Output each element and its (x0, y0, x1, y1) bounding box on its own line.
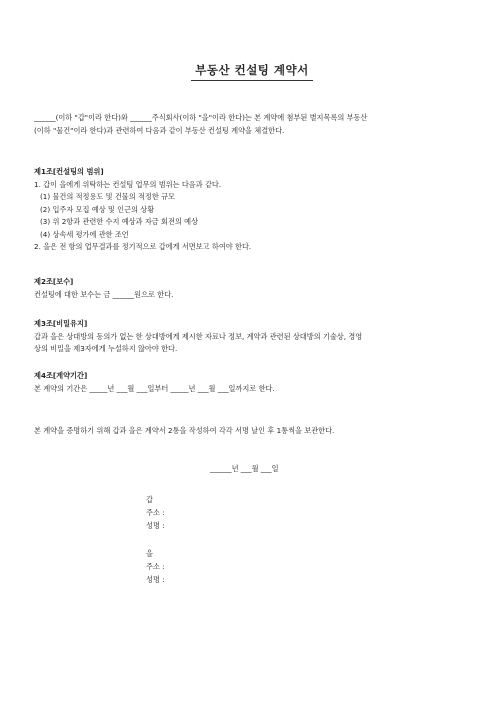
article-line: 갑과 을은 상대방의 동의가 없는 한 상대방에게 제시한 자료나 정보, 계약과 관련된 상대방의 기술상, 경영 (34, 331, 363, 341)
article-line: 2. 을은 전 항의 업무결과를 정기적으로 갑에게 서면보고 하여야 한다. (34, 242, 252, 251)
article-3 (34, 318, 474, 356)
article-1 (34, 166, 474, 254)
article-2 (34, 276, 474, 301)
party-b-label: 을 (146, 549, 153, 558)
party-b-name: 성명 : (146, 575, 165, 584)
article-line: 1. 갑이 을에게 위탁하는 컨설팅 업무의 범위는 다음과 같다. (34, 179, 222, 189)
intro-line: ______(이하 "갑"이라 한다)와 ______주식회사(이하 "을"이라 한다)는 본 계약에 첨부된 별지목록의 부동산 (34, 113, 368, 122)
party-b-signature (146, 547, 165, 586)
article-line: 컨설팅에 대한 보수는 금 ______원으로 한다. (34, 289, 174, 299)
article-line: (4) 상속세 평가에 관한 조언 (40, 229, 129, 239)
article-line: 본 계약의 기간은 _____년 ___월 ___일부터 _____년 ___월 ___일까지로 한다. (34, 383, 275, 393)
party-a-signature (146, 493, 165, 532)
closing-line: 본 계약을 증명하기 위해 갑과 을은 계약서 2통을 작성하여 각각 서명 날인 후 1통씩을 보관한다. (34, 426, 335, 435)
article-line: (1) 물건의 적정용도 및 건물의 적정한 규모 (40, 192, 175, 201)
party-a-name: 성명 : (146, 521, 165, 530)
article-line: 상의 비밀을 제3자에게 누설하지 않아야 한다. (34, 344, 178, 353)
intro-paragraph (34, 112, 474, 137)
article-line: (3) 위 2항과 관련한 수지 예상과 자금 회전의 예상 (40, 217, 199, 226)
party-b-address: 주소 : (146, 562, 165, 571)
article-1-heading: 제1조[컨설팅의 범위] (34, 167, 104, 176)
party-a-label: 갑 (146, 495, 153, 504)
article-2-heading: 제2조[보수] (34, 277, 74, 286)
article-4 (34, 370, 474, 395)
article-4-heading: 제4조[계약기간] (34, 371, 88, 380)
intro-line: (이하 "물건"이라 한다)과 관련하여 다음과 같이 부동산 컨설팅 계약을 체결한다. (34, 125, 285, 135)
document-title: 부동산 컨설팅 계약서 (0, 62, 504, 81)
article-line: (2) 입주자 모집 예상 및 인근의 상황 (40, 204, 155, 214)
closing-paragraph (34, 425, 474, 438)
article-3-heading: 제3조[비밀유지] (34, 319, 88, 328)
party-a-address: 주소 : (146, 508, 165, 517)
contract-date: ______년 ___월 ___일 (210, 464, 279, 473)
